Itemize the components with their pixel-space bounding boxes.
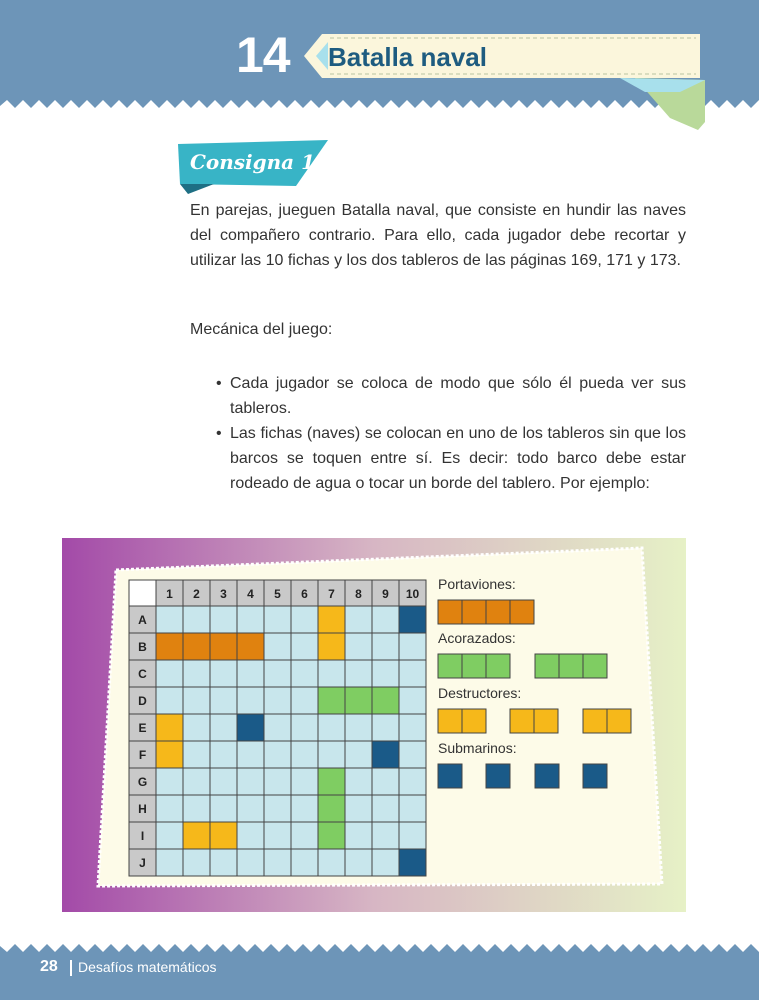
ship-cell (318, 768, 345, 795)
column-header-label: 10 (405, 587, 420, 601)
footer-separator (70, 960, 72, 976)
water-cell (345, 849, 372, 876)
legend-acorazado-cell (583, 654, 607, 678)
water-cell (237, 606, 264, 633)
intro-paragraph: En parejas, jueguen Batalla naval, que consiste en hundir las naves del compañero contrario. Para ello, cada jugador debe recortar y utilizar las 10 fichas y los dos tableros de las páginas 169, 171 y 173. (190, 202, 686, 269)
water-cell (291, 849, 318, 876)
water-cell (156, 849, 183, 876)
water-cell (237, 822, 264, 849)
water-cell (291, 660, 318, 687)
water-cell (210, 768, 237, 795)
water-cell (399, 633, 426, 660)
book-title: Desafíos matemáticos (78, 959, 217, 975)
water-cell (318, 741, 345, 768)
water-cell (210, 660, 237, 687)
column-header-label: 7 (328, 587, 335, 601)
water-cell (372, 660, 399, 687)
water-cell (183, 849, 210, 876)
water-cell (156, 822, 183, 849)
water-cell (264, 660, 291, 687)
board-corner (129, 580, 156, 606)
water-cell (399, 822, 426, 849)
rules-list (216, 371, 686, 496)
water-cell (210, 606, 237, 633)
water-cell (345, 606, 372, 633)
water-cell (345, 714, 372, 741)
ship-cell (399, 606, 426, 633)
legend-label-submarinos: Submarinos: (438, 740, 517, 756)
page-number: 28 (40, 958, 58, 975)
water-cell (183, 714, 210, 741)
ship-cell (237, 714, 264, 741)
row-header-label: A (138, 613, 147, 627)
water-cell (264, 633, 291, 660)
legend-portaviones-cell (510, 600, 534, 624)
water-cell (345, 741, 372, 768)
battleship-illustration (62, 538, 686, 912)
column-header-label: 2 (193, 587, 200, 601)
ship-cell (156, 714, 183, 741)
water-cell (291, 714, 318, 741)
water-cell (264, 714, 291, 741)
legend-acorazado-cell (559, 654, 583, 678)
row-header-label: H (138, 802, 147, 816)
legend-submarino-cell (438, 764, 462, 788)
water-cell (237, 849, 264, 876)
legend-portaviones-cell (438, 600, 462, 624)
mechanics-label: Mecánica del juego: (190, 321, 333, 338)
water-cell (156, 768, 183, 795)
water-cell (372, 768, 399, 795)
water-cell (372, 822, 399, 849)
row-header-label: G (137, 775, 148, 789)
water-cell (156, 606, 183, 633)
water-cell (372, 849, 399, 876)
water-cell (183, 741, 210, 768)
ship-cell (183, 633, 210, 660)
water-cell (237, 768, 264, 795)
row-header-label: J (139, 856, 146, 870)
rule-item: • Las fichas (naves) se colocan en uno de los tableros sin que los barcos se toquen entre sí. Es decir: todo barco debe estar rodeado de agua o tocar un borde del tablero. Por ejemplo: (216, 421, 686, 496)
water-cell (399, 714, 426, 741)
row-header-label: B (138, 640, 147, 654)
water-cell (291, 822, 318, 849)
water-cell (291, 741, 318, 768)
water-cell (183, 795, 210, 822)
ship-cell (318, 606, 345, 633)
ship-cell (372, 687, 399, 714)
water-cell (183, 768, 210, 795)
water-cell (399, 660, 426, 687)
ship-cell (156, 741, 183, 768)
rule-item: • Cada jugador se coloca de modo que sólo él pueda ver sus tableros. (216, 371, 686, 421)
water-cell (345, 633, 372, 660)
water-cell (372, 795, 399, 822)
row-header-label: E (138, 721, 147, 735)
water-cell (291, 633, 318, 660)
ship-cell (372, 741, 399, 768)
water-cell (237, 741, 264, 768)
water-cell (345, 795, 372, 822)
water-cell (399, 687, 426, 714)
water-cell (372, 606, 399, 633)
water-cell (345, 660, 372, 687)
water-cell (210, 795, 237, 822)
water-cell (156, 795, 183, 822)
chapter-number: 14 (236, 27, 290, 83)
ship-cell (156, 633, 183, 660)
legend-destructor-cell (462, 709, 486, 733)
ship-cell (318, 633, 345, 660)
water-cell (237, 660, 264, 687)
water-cell (291, 795, 318, 822)
ship-cell (183, 822, 210, 849)
water-cell (264, 606, 291, 633)
column-header-label: 9 (382, 587, 389, 601)
water-cell (345, 768, 372, 795)
water-cell (264, 849, 291, 876)
ship-cell (345, 687, 372, 714)
row-header-label: C (138, 667, 147, 681)
water-cell (156, 660, 183, 687)
water-cell (264, 822, 291, 849)
legend-acorazado-cell (462, 654, 486, 678)
ship-cell (210, 822, 237, 849)
section-label: Consigna 1 (190, 150, 316, 174)
column-header-label: 6 (301, 587, 308, 601)
column-header-label: 8 (355, 587, 362, 601)
game-board (129, 580, 426, 876)
water-cell (183, 606, 210, 633)
legend-destructor-cell (583, 709, 607, 733)
legend-label-destructores: Destructores: (438, 685, 522, 701)
ship-cell (318, 687, 345, 714)
column-header-label: 3 (220, 587, 227, 601)
water-cell (183, 687, 210, 714)
water-cell (237, 795, 264, 822)
water-cell (156, 687, 183, 714)
legend-label-portaviones: Portaviones: (438, 576, 516, 592)
water-cell (318, 714, 345, 741)
row-header-label: I (140, 829, 145, 843)
water-cell (183, 660, 210, 687)
legend-portaviones-cell (462, 600, 486, 624)
ship-cell (318, 795, 345, 822)
water-cell (318, 660, 345, 687)
water-cell (291, 768, 318, 795)
water-cell (210, 849, 237, 876)
column-header-label: 5 (274, 587, 281, 601)
legend-label-acorazados: Acorazados: (438, 630, 516, 646)
legend-submarino-cell (486, 764, 510, 788)
column-header-label: 1 (166, 587, 173, 601)
water-cell (210, 714, 237, 741)
water-cell (210, 687, 237, 714)
row-header-label: D (138, 694, 147, 708)
water-cell (237, 687, 264, 714)
legend-submarino-cell (583, 764, 607, 788)
legend-acorazado-cell (486, 654, 510, 678)
legend-destructor-cell (438, 709, 462, 733)
legend-portaviones-cell (486, 600, 510, 624)
legend-acorazado-cell (535, 654, 559, 678)
legend-destructor-cell (607, 709, 631, 733)
water-cell (372, 633, 399, 660)
water-cell (399, 741, 426, 768)
legend-acorazado-cell (438, 654, 462, 678)
ship-cell (318, 822, 345, 849)
water-cell (291, 606, 318, 633)
row-header-label: F (138, 748, 147, 762)
water-cell (399, 768, 426, 795)
water-cell (264, 741, 291, 768)
water-cell (399, 795, 426, 822)
water-cell (291, 687, 318, 714)
water-cell (210, 741, 237, 768)
water-cell (372, 714, 399, 741)
legend-destructor-cell (510, 709, 534, 733)
water-cell (264, 768, 291, 795)
water-cell (264, 795, 291, 822)
ship-cell (399, 849, 426, 876)
ship-cell (210, 633, 237, 660)
page-title: Batalla naval (328, 42, 487, 72)
water-cell (318, 849, 345, 876)
ship-cell (237, 633, 264, 660)
water-cell (345, 822, 372, 849)
legend-submarino-cell (535, 764, 559, 788)
column-header-label: 4 (247, 587, 254, 601)
legend-destructor-cell (534, 709, 558, 733)
water-cell (264, 687, 291, 714)
